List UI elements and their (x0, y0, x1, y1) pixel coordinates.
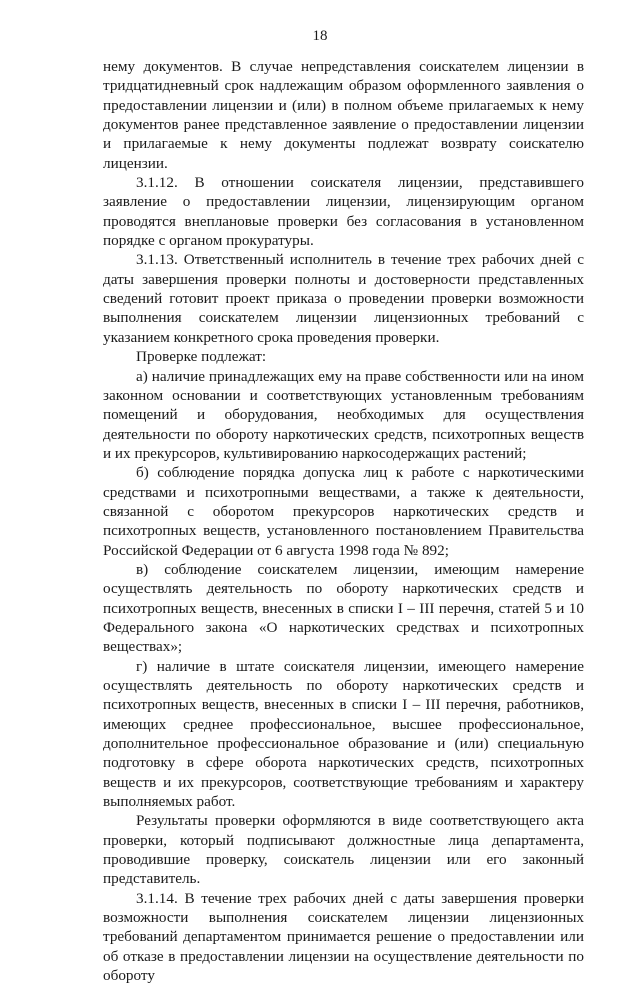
paragraph-3-1-12: 3.1.12. В отношении соискателя лицензии, представившего заявление о предоставлении лицензии, лицензирующим органом проводятся внеплановые проверки без согласования в установленном порядке с органом прокуратуры. (103, 174, 584, 250)
paragraph-3-1-14: 3.1.14. В течение трех рабочих дней с даты завершения проверки возможности выполнения соискателем лицензии лицензионных требований департаментом принимается решение о предоставлении или об отказе в предоставлении лицензии на осуществление деятельности по обороту (103, 889, 584, 985)
paragraph-check-subjects-heading: Проверке подлежат: (136, 348, 267, 366)
paragraph-item-g: г) наличие в штате соискателя лицензии, имеющего намерение осуществлять деятельность по обороту наркотических средств и психотропных веществ, внесенных в списки I – III перечня, работников, имеющих среднее профессиональное, высшее профессиональное, дополнительное профессиональное образование и (или) специальную подготовку в сфере оборота наркотических средств, психотропных веществ и их прекурсоров, соответствующие требованиям и характеру выполняемых работ. (103, 657, 584, 811)
page-number: 18 (312, 28, 328, 44)
document-body (103, 57, 584, 986)
paragraph-item-v: в) соблюдение соискателем лицензии, имеющим намерение осуществлять деятельность по обороту наркотических средств и психотропных веществ, внесенных в списки I – III перечня, статей 5 и 10 Федерального закона «О наркотических средствах и психотропных веществах»; (103, 560, 584, 656)
paragraph-item-a: а) наличие принадлежащих ему на праве собственности или на ином законном основании и соответствующих установленным требованиям помещений и оборудования, необходимых для осуществления деятельности по обороту наркотических средств, психотропных веществ и их прекурсоров, культивированию наркосодержащих растений; (103, 367, 584, 462)
paragraph-item-b: б) соблюдение порядка допуска лиц к работе с наркотическими средствами и психотропными веществами, а также к деятельности, связанной с оборотом прекурсоров наркотических средств и психотропных веществ, установленного постановлением Правительства Российской Федерации от 6 августа 1998 года № 892; (103, 464, 584, 559)
paragraph-check-results: Результаты проверки оформляются в виде соответствующего акта проверки, который подписывают должностные лица департамента, проводившие проверку, соискатель лицензии или его законный представитель. (103, 812, 584, 888)
paragraph-3-1-13: 3.1.13. Ответственный исполнитель в течение трех рабочих дней с даты завершения проверки полноты и достоверности представленных сведений готовит проект приказа о проведении проверки возможности выполнения соискателем лицензии лицензионных требований с указанием конкретного срока проведения проверки. (103, 251, 584, 346)
paragraph-continuation: нему документов. В случае непредставления соискателем лицензии в тридцатидневный срок надлежащим образом оформленного заявления о предоставлении лицензии и (или) в полном объеме прилагаемых к нему документов ранее представленное заявление о предоставлении лицензии и прилагаемые к нему документы подлежат возврату соискателю лицензии. (103, 58, 584, 172)
